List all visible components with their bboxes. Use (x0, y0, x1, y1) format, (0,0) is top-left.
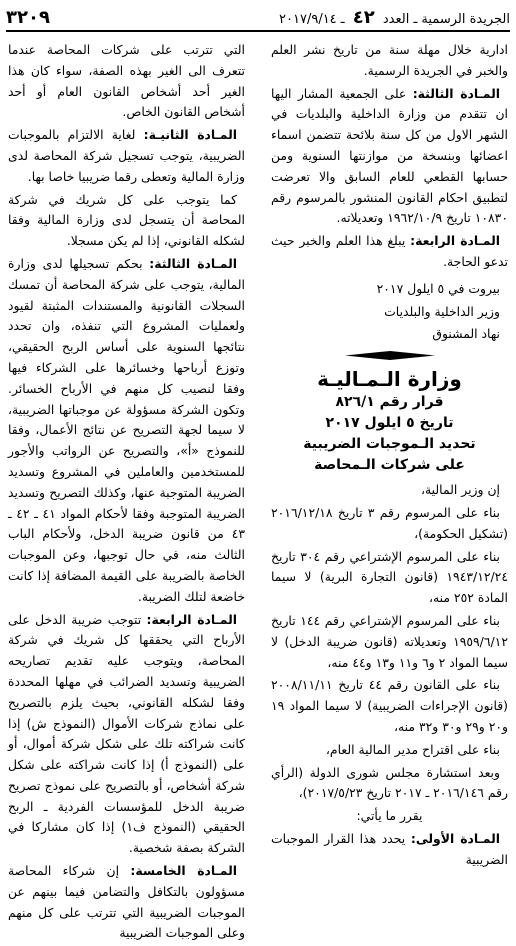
issue-date: ـ ٢٠١٧/٩/١٤ (279, 11, 345, 27)
signature-title: وزير الداخلية والبلديات (384, 303, 500, 319)
paragraph: كما يتوجب على كل شريك في شركة المحاصة أن يتسجل لدى وزارة المالية وفقا لشكله القانوني، إذا لم يكن مسجلا. (8, 191, 245, 249)
page-header (6, 4, 510, 32)
article-3 (8, 254, 245, 608)
legal-basis: بناء على القانون رقم ٤٤ تاريخ ٢٠٠٨/١١/١١ (قانون الإجراءات الضريبية) لا سيما المواد ١٩ و٢٠ و٢٩ و٣٠ و٣٢ منه، (271, 677, 508, 734)
section-divider (345, 351, 435, 360)
gazette-name: الجريدة الرسمية ـ العدد (382, 11, 510, 27)
decision-number: قرار رقم ٨٢٦/١ (335, 394, 444, 411)
article-2 (8, 125, 245, 187)
article-text: إن شركاء المحاصة مسؤولون بالتكافل والتضامن فيما بينهم عن الموجبات الضريبية التي تترتب على كل منهم وعلى الموجبات الضريبية (8, 863, 245, 941)
article-text: على الجمعية المشار اليها ان تتقدم من وزارة الداخلية والبلديات في الشهر الاول من كل سنة بلائحة تتضمن اسماء اعضائها وبنسخة من موازنتها السنوية ومن حسابها القطعي للعام السابق والا تعرضت لتطبيق احكام القانون المنشور بالمرسوم رقم ١٠٨٣٠ تاريخ ١٩٦٢/١٠/٩ وتعديلاته. (271, 85, 508, 226)
page-number: ٣٢٠٩ (6, 6, 50, 28)
article-label: المـادة الثالثة: (149, 255, 237, 271)
decision-subject: على شركات الـمحاصة (314, 457, 465, 474)
right-column (271, 40, 508, 873)
article-text: يبلغ هذا العلم والخبر حيث تدعو الحاجة. (271, 233, 508, 269)
article-1 (271, 829, 508, 871)
decides-line: يقرر ما يأتي: (356, 808, 423, 824)
legal-basis: بناء على المرسوم رقم ٣ تاريخ ٢٠١٦/١٢/١٨ (تشكيل الحكومة)، (271, 504, 508, 541)
legal-basis: وبعد استشارة مجلس شورى الدولة (الرأي رقم ٢٠١٦/١٤٦ ـ ٢٠١٧ تاريخ ٢٠١٧/٥/٢٣)، (271, 764, 508, 801)
minister-intro: إن وزير المالية، (421, 482, 500, 498)
paragraph: ادارية خلال مهلة سنة من تاريخ نشر العلم والخبر في الجريدة الرسمية. (271, 42, 508, 78)
legal-basis: بناء على اقتراح مدير المالية العام، (325, 741, 500, 757)
left-column (8, 40, 245, 946)
article-3 (271, 84, 508, 230)
article-text: يحدد هذا القرار الموجبات الضريبية (271, 830, 508, 867)
article-4 (8, 610, 245, 860)
article-text: تتوجب ضريبة الدخل على الأرباح التي يحققها كل شريك في شركة المحاصة، ويتوجب عليه تقديم تصاريحه الضريبية وتسديد الضرائب في مهلها المحددة وفقا لشكله القانوني، بحيث يلزم بالتصريح على نماذج شركات الأموال (النموذج ش) إذا كانت شراكته تلك على شكل شركة أموال، أو على (النموذج أ) إذا كانت شراكته على شكل شركة أشخاص، أو بالتصريح على نموذج تصريح ضريبة الدخل للمؤسسات الفردية ـ الربح الحقيقي (النموذج ف١) إذا كان مشاركا في الشركة بصفة شخصية. (8, 611, 245, 856)
gazette-title (279, 7, 510, 28)
article-label: المـادة الثانيـة: (143, 127, 237, 143)
issue-number: ٤٢ (352, 6, 375, 28)
article-label: المـادة الأولى: (410, 830, 500, 846)
article-5 (8, 861, 245, 944)
article-label: المـادة الرابعة: (410, 233, 500, 249)
legal-basis: بناء على المرسوم الإشتراعي رقم ١٤٤ تاريخ ١٩٥٩/٦/١٢ وتعديلاته (قانون ضريبة الدخل) لا سيما المواد ٢ و٦ و١١ و١٣ و٤٤ منه، (271, 612, 508, 670)
decision-date: تاريخ ٥ ايلول ٢٠١٧ (325, 415, 454, 432)
decision-heading (271, 366, 508, 476)
article-label: المـادة الرابعة: (146, 611, 237, 627)
decision-subject: تحديد الـموجبات الضريبية (303, 436, 476, 453)
paragraph: التي تترتب على شركات المحاصة عندما تتعرف الى الغير بهذه الصفة، سواء كان هذا الغير أحد أشخاص القانون العام أو أحد أشخاص القانون الخاص. (8, 42, 245, 120)
ministry-title: وزارة الـمـاليـة (317, 367, 462, 392)
article-label: المـادة الخامسة: (130, 863, 237, 879)
article-label: المـادة الثالثة: (412, 85, 500, 101)
signature-place-date: بيروت في ٥ ايلول ٢٠١٧ (376, 280, 500, 296)
legal-basis: بناء على المرسوم الإشتراعي رقم ٣٠٤ تاريخ ١٩٤٣/١٢/٢٤ (قانون التجارة البرية) لا سيما المادة ٢٥٢ منه، (271, 548, 508, 606)
article-4 (271, 231, 508, 273)
article-text: بحكم تسجيلها لدى وزارة المالية، يتوجب على شركة المحاصة أن تمسك السجلات القانونية والمستندات المثبتة لقيود ولعمليات المشروع التي تنفذه، وان تحدد نتائجها السنوية على أساس الربح الحقيقي، وتوزع أرباحها وخسائرها على الشركاء فيها وفقا لنصيب كل منهم في الأرباح الخسائر. وتكون الشركة مسؤولة عن موجباتها الضريبية، لا سيما لجهة التصريح عن نتائج الأعمال، وفقا للنموذج «أ»، والتصريح عن الرواتب والأجور للمستخدمين والعاملين في المشروع وتسديد الضريبة المتوجبة عنها، وكذلك التصريح وتسديد الضريبة المتوجبة وفقا لأحكام المواد ٤١ ـ ٤٢ ـ ٤٣ من قانون ضريبة الدخل، ولأحكام الباب الثالث منه، في حال توجبها، وعن الموجبات الخاصة بالضريبة على القيمة المضافة إذا كانت خاضعة لتلك الضريبة. (8, 255, 245, 604)
signature-name: نهاد المشنوق (432, 326, 500, 342)
article-text: لغاية الالتزام بالموجبات الضريبية، يتوجب تسجيل شركة المحاصة لدى وزارة المالية وتعطى رقما ضريبيا خاصا بها. (8, 127, 245, 184)
